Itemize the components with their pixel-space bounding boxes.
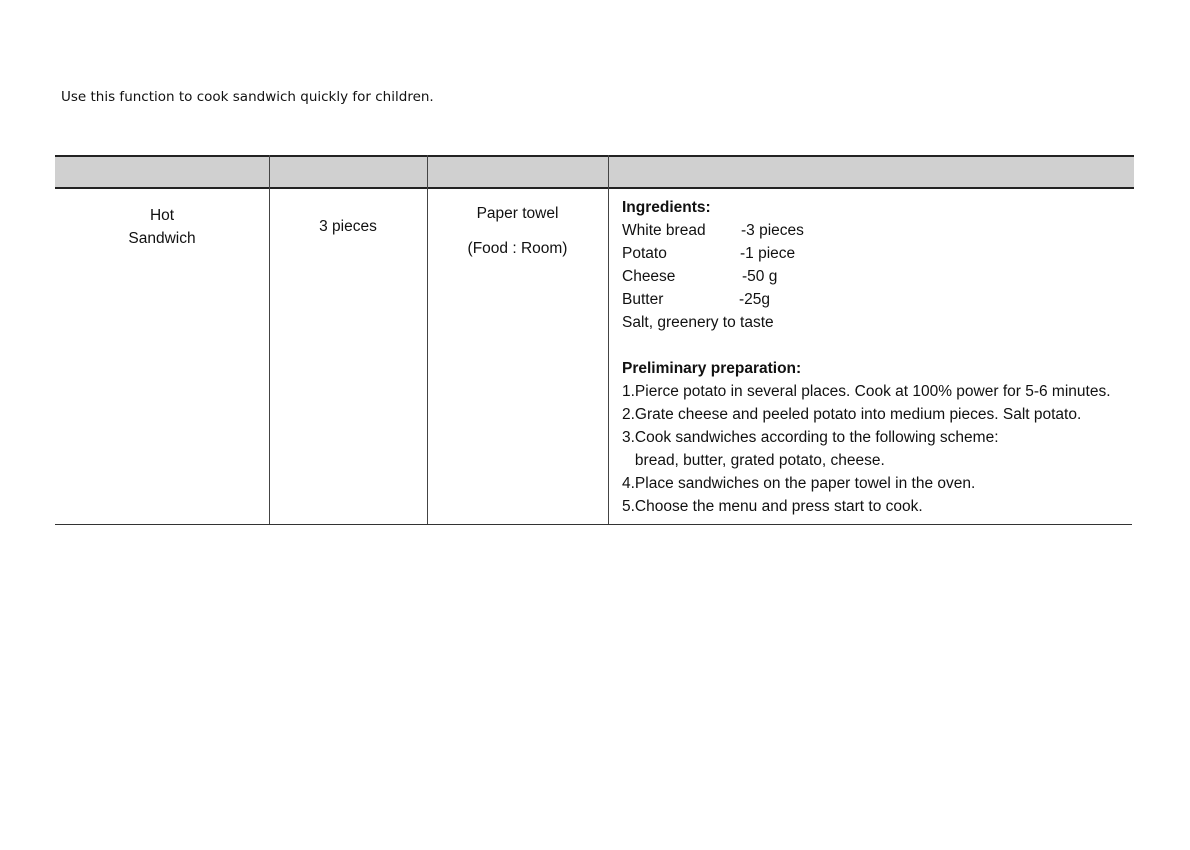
prep-title: Preliminary preparation: <box>622 360 802 377</box>
temperature-text: (Food : Room) <box>467 240 568 257</box>
ingredient-name: Cheese <box>622 268 676 285</box>
prep-step: 3.Cook sandwiches according to the following scheme: <box>622 429 999 446</box>
table-bottom-border <box>55 524 1132 525</box>
table-header <box>55 155 1134 189</box>
ingredient-row <box>622 265 1142 288</box>
seasoning-line: Salt, greenery to taste <box>622 314 774 331</box>
utensil-text: Paper towel <box>476 205 559 222</box>
ingredient-amount: -25g <box>739 291 771 308</box>
ingredient-row <box>622 288 1142 311</box>
column-divider <box>269 155 270 525</box>
ingredient-row <box>622 242 1142 265</box>
food-name-line: Hot <box>149 207 175 224</box>
instructions-cell <box>622 196 1142 518</box>
prep-step: 5.Choose the menu and press start to cook. <box>622 498 923 515</box>
prep-step: bread, butter, grated potato, cheese. <box>622 452 885 469</box>
ingredient-name: Butter <box>622 291 664 308</box>
column-divider <box>608 155 609 525</box>
prep-step: 1.Pierce potato in several places. Cook at 100% power for 5-6 minutes. <box>622 383 1111 400</box>
prep-step: 4.Place sandwiches on the paper towel in the oven. <box>622 475 976 492</box>
ingredient-name: White bread <box>622 222 706 239</box>
cooking-table <box>55 155 1134 525</box>
ingredient-amount: -1 piece <box>740 245 796 262</box>
ingredient-row <box>622 219 1142 242</box>
food-cell <box>55 204 269 250</box>
ingredients-title: Ingredients: <box>622 199 711 216</box>
intro-text: Use this function to cook sandwich quickly for children. <box>61 89 434 105</box>
prep-step: 2.Grate cheese and peeled potato into medium pieces. Salt potato. <box>622 406 1082 423</box>
ingredient-amount: -3 pieces <box>741 222 804 239</box>
food-name-line: Sandwich <box>128 230 196 247</box>
amount-cell: 3 pieces <box>319 218 377 235</box>
ingredient-name: Potato <box>622 245 667 262</box>
ingredient-amount: -50 g <box>742 268 778 285</box>
